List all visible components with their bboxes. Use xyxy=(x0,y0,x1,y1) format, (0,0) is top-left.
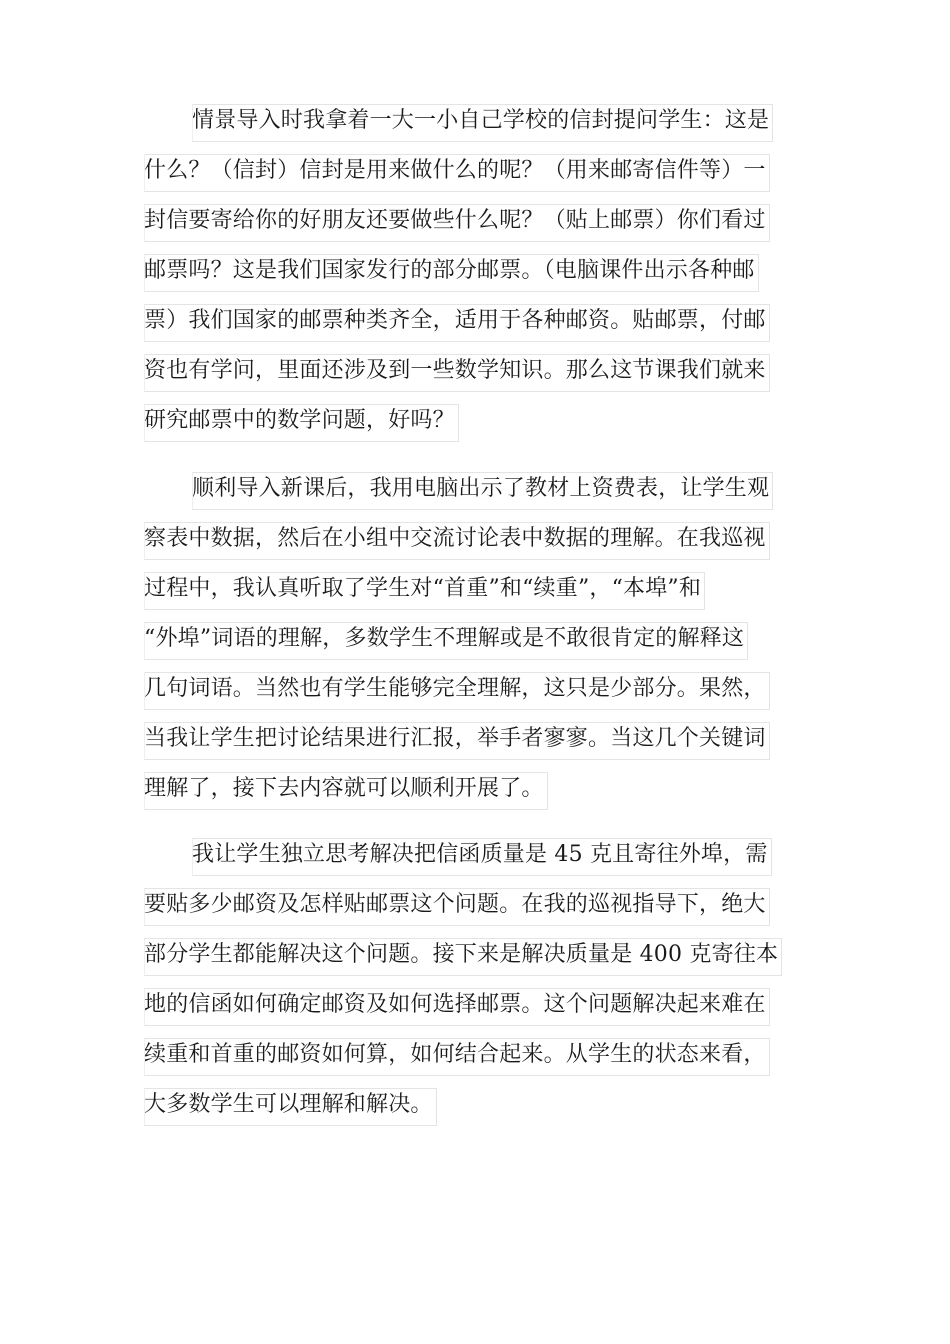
text-line: 察表中数据，然后在小组中交流讨论表中数据的理解。在我巡视 xyxy=(144,514,824,564)
text-line: 邮票吗？这是我们国家发行的部分邮票。（电脑课件出示各种邮 xyxy=(144,246,824,296)
text-line: 地的信函如何确定邮资及如何选择邮票。这个问题解决起来难在 xyxy=(144,980,824,1030)
text-line: 续重和首重的邮资如何算，如何结合起来。从学生的状态来看， xyxy=(144,1030,824,1080)
text-line: 什么？（信封）信封是用来做什么的呢？（用来邮寄信件等）一 xyxy=(144,146,824,196)
text-line: 顺利导入新课后，我用电脑出示了教材上资费表，让学生观 xyxy=(144,464,824,514)
text-line: 我让学生独立思考解决把信函质量是 45 克且寄往外埠，需 xyxy=(144,830,824,880)
text-line: 大多数学生可以理解和解决。 xyxy=(144,1080,824,1130)
text-line: 研究邮票中的数学问题，好吗？ xyxy=(144,396,824,446)
text-line: 要贴多少邮资及怎样贴邮票这个问题。在我的巡视指导下，绝大 xyxy=(144,880,824,930)
text-line: “外埠”词语的理解，多数学生不理解或是不敢很肯定的解释这 xyxy=(144,614,824,664)
paragraph-3 xyxy=(144,830,824,1130)
text-line: 当我让学生把讨论结果进行汇报，举手者寥寥。当这几个关键词 xyxy=(144,714,824,764)
text-line: 情景导入时我拿着一大一小自己学校的信封提问学生：这是 xyxy=(144,96,824,146)
text-line: 资也有学问，里面还涉及到一些数学知识。那么这节课我们就来 xyxy=(144,346,824,396)
text-line: 封信要寄给你的好朋友还要做些什么呢？（贴上邮票）你们看过 xyxy=(144,196,824,246)
paragraph-1 xyxy=(144,96,824,446)
text-line: 理解了，接下去内容就可以顺利开展了。 xyxy=(144,764,824,814)
text-line: 部分学生都能解决这个问题。接下来是解决质量是 400 克寄往本 xyxy=(144,930,824,980)
paragraph-2 xyxy=(144,464,824,814)
text-line: 票）我们国家的邮票种类齐全，适用于各种邮资。贴邮票，付邮 xyxy=(144,296,824,346)
text-line: 几句词语。当然也有学生能够完全理解，这只是少部分。果然， xyxy=(144,664,824,714)
text-line: 过程中，我认真听取了学生对“首重”和“续重”，“本埠”和 xyxy=(144,564,824,614)
